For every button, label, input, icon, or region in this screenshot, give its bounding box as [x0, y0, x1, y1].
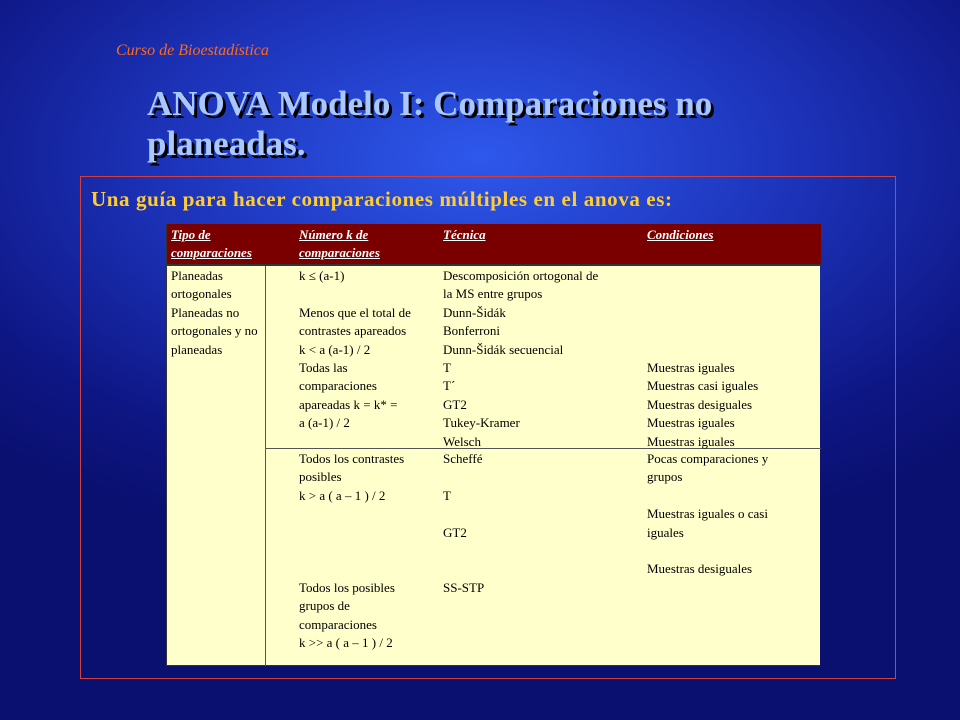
- table-cell-line: posibles: [299, 469, 342, 485]
- group2-tecnica: [443, 450, 484, 652]
- table-cell-line: [647, 304, 758, 322]
- table-cell-line: Descomposición ortogonal de: [443, 268, 599, 283]
- table-cell-line: [647, 634, 768, 652]
- table-cell-line: Scheffé: [443, 451, 483, 466]
- group1-numero: [299, 267, 411, 451]
- table-cell-line: GT2: [443, 524, 467, 540]
- table-cell-line: [443, 634, 484, 652]
- table-cell-line: [647, 579, 768, 597]
- table-cell-line: Pocas comparaciones y: [647, 451, 769, 466]
- slide-title: ANOVA Modelo I: Comparaciones no planeadas.: [147, 84, 713, 163]
- table-cell-line: [647, 616, 768, 634]
- table-cell-line: Welsch: [443, 433, 481, 449]
- table-cell-line: [647, 597, 768, 615]
- table-cell-line: planeadas: [171, 341, 223, 357]
- table-cell-line: [299, 560, 404, 578]
- table-cell-line: [647, 285, 758, 303]
- table-cell-line: k > a ( a – 1 ) / 2: [299, 487, 386, 503]
- header-tipo: Tipo de comparaciones: [171, 227, 252, 260]
- table-cell-line: ortogonales y no: [171, 323, 258, 339]
- table-cell-line: grupos: [647, 469, 683, 485]
- table-cell-line: [443, 542, 484, 560]
- header-tecnica: Técnica: [443, 227, 486, 242]
- header-condiciones: Condiciones: [647, 227, 714, 242]
- table-cell-line: T: [443, 487, 451, 503]
- table-cell-line: apareadas k = k* =: [299, 396, 398, 412]
- table-cell-line: Todos los contrastes: [299, 451, 405, 466]
- table-cell-line: [443, 597, 484, 615]
- group1-condiciones: [647, 267, 758, 451]
- group1-tecnica: [443, 267, 598, 451]
- table-cell-line: [299, 433, 411, 451]
- table-cell-line: T: [443, 359, 451, 375]
- table-cell-line: Bonferroni: [443, 323, 501, 339]
- table-header: [167, 224, 821, 266]
- table-cell-line: [647, 341, 758, 359]
- table-cell-line: grupos de: [299, 598, 350, 614]
- table-cell-line: [443, 616, 484, 634]
- table-cell-line: Todos los posibles: [299, 579, 395, 595]
- table-cell-line: [299, 542, 404, 560]
- comparisons-table: [166, 224, 820, 666]
- column-tipo: [171, 267, 258, 359]
- course-label: Curso de Bioestadística: [116, 42, 269, 59]
- table-cell-line: Dunn-Šidák secuencial: [443, 341, 564, 357]
- table-cell-line: comparaciones: [299, 378, 377, 394]
- table-cell-line: [647, 487, 768, 505]
- intro-text: Una guía para hacer comparaciones múltiples en el anova es:: [91, 187, 673, 211]
- table-cell-line: Planeadas: [171, 268, 223, 283]
- group2-condiciones: [647, 450, 768, 652]
- header-numero: Número k de comparaciones: [299, 227, 380, 260]
- table-cell-line: [299, 285, 411, 303]
- table-cell-line: [647, 267, 758, 285]
- col-divider: [265, 266, 266, 666]
- table-cell-line: Muestras iguales o casi: [647, 506, 768, 522]
- table-cell-line: Muestras desiguales: [647, 561, 753, 577]
- table-cell-line: Todas las: [299, 359, 348, 375]
- table-cell-line: k < a (a-1) / 2: [299, 341, 371, 357]
- table-cell-line: k ≤ (a-1): [299, 268, 345, 283]
- table-cell-line: Menos que el total de: [299, 304, 411, 320]
- table-cell-line: k >> a ( a – 1 ) / 2: [299, 634, 393, 650]
- table-cell-line: SS-STP: [443, 579, 485, 595]
- table-cell-line: [443, 505, 484, 523]
- table-cell-line: comparaciones: [299, 616, 377, 632]
- table-cell-line: Muestras casi iguales: [647, 378, 759, 394]
- table-cell-line: Muestras iguales: [647, 415, 735, 431]
- table-cell-line: Muestras desiguales: [647, 396, 753, 412]
- table-cell-line: GT2: [443, 396, 467, 412]
- table-cell-line: [647, 322, 758, 340]
- table-cell-line: contrastes apareados: [299, 323, 407, 339]
- table-cell-line: Dunn-Šidák: [443, 304, 506, 320]
- table-cell-line: Planeadas no: [171, 304, 240, 320]
- table-cell-line: Tukey-Kramer: [443, 415, 520, 431]
- table-cell-line: [443, 560, 484, 578]
- table-cell-line: [647, 542, 768, 560]
- table-cell-line: [299, 524, 404, 542]
- table-cell-line: [299, 505, 404, 523]
- table-cell-line: a (a-1) / 2: [299, 415, 350, 431]
- table-cell-line: iguales: [647, 524, 684, 540]
- table-cell-line: Muestras iguales: [647, 433, 735, 449]
- table-cell-line: Muestras iguales: [647, 359, 735, 375]
- table-cell-line: T´: [443, 378, 456, 394]
- group2-numero: [299, 450, 404, 652]
- table-cell-line: ortogonales: [171, 286, 232, 302]
- table-cell-line: [443, 468, 484, 486]
- table-cell-line: la MS entre grupos: [443, 286, 543, 302]
